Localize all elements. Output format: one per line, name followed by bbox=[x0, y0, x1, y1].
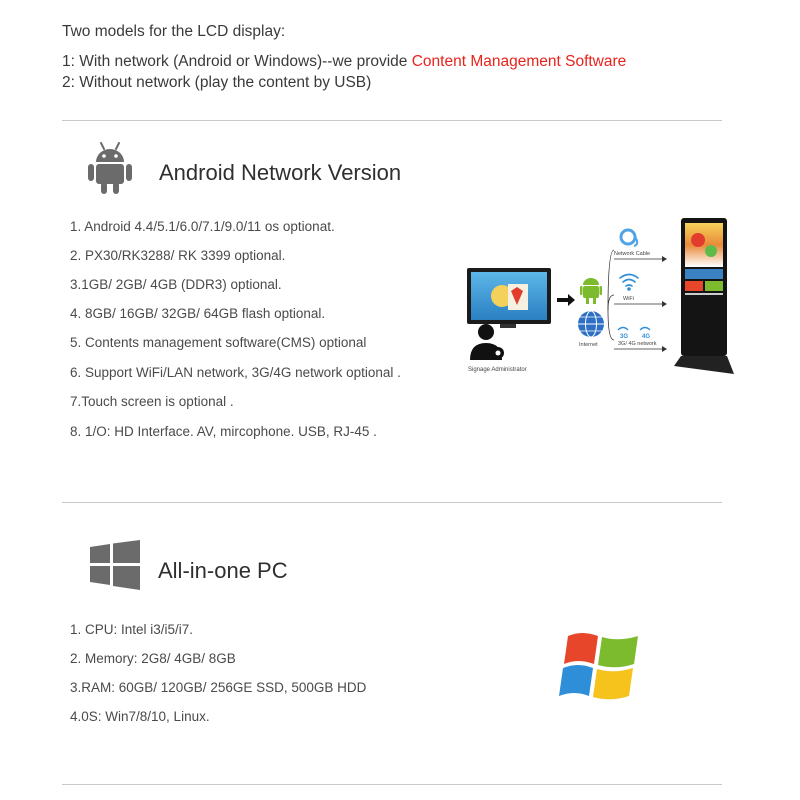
internet-label: Internet bbox=[579, 342, 598, 348]
windows-section-title: All-in-one PC bbox=[158, 558, 288, 583]
windows-spec-3: 3.RAM: 60GB/ 120GB/ 256GE SSD, 500GB HDD bbox=[70, 680, 367, 695]
cms-highlight: Content Management Software bbox=[411, 53, 627, 70]
cable-label: Network Cable bbox=[614, 251, 651, 257]
android-spec-4: 4. 8GB/ 16GB/ 32GB/ 64GB flash optional. bbox=[70, 306, 326, 321]
small-android-icon bbox=[580, 278, 602, 304]
intro-model-1 bbox=[62, 52, 626, 72]
android-spec-7: 7.Touch screen is optional . bbox=[70, 394, 234, 409]
divider-bottom bbox=[62, 784, 722, 785]
windows-logo-icon bbox=[90, 540, 140, 590]
divider-middle bbox=[62, 502, 722, 503]
standing-kiosk-icon bbox=[674, 218, 734, 374]
windows-spec-4: 4.0S: Win7/8/10, Linux. bbox=[70, 709, 210, 724]
android-spec-8: 8. 1/O: HD Interface. AV, mircophone. USB, RJ-45 . bbox=[70, 424, 377, 439]
android-spec-1: 1. Android 4.4/5.1/6.0/7.1/9.0/11 os optionat. bbox=[70, 219, 335, 234]
arrow-right-icon bbox=[557, 294, 575, 306]
mobile-label: 3G/ 4G network bbox=[618, 341, 657, 347]
windows-flag-logo-icon bbox=[558, 628, 646, 706]
divider-top bbox=[62, 120, 722, 121]
admin-label: Signage Administrator bbox=[468, 367, 527, 373]
badge-3g: 3G bbox=[620, 334, 629, 340]
intro-heading: Two models for the LCD display: bbox=[62, 23, 286, 40]
badge-4g: 4G bbox=[642, 334, 651, 340]
wifi-label: WiFi bbox=[623, 296, 634, 302]
wifi-icon bbox=[620, 275, 638, 291]
windows-spec-2: 2. Memory: 2G8/ 4GB/ 8GB bbox=[70, 651, 236, 666]
android-robot-icon bbox=[86, 140, 134, 196]
android-spec-6: 6. Support WiFi/LAN network, 3G/4G network optional . bbox=[70, 365, 401, 380]
intro-model-1-text: 1: With network (Android or Windows)--we provide bbox=[62, 53, 412, 70]
android-spec-5: 5. Contents management software(CMS) optional bbox=[70, 335, 367, 350]
windows-spec-1: 1. CPU: Intel i3/i5/i7. bbox=[70, 622, 194, 637]
network-diagram bbox=[462, 214, 742, 380]
intro-model-2: 2: Without network (play the content by USB) bbox=[62, 74, 372, 91]
intro-block bbox=[62, 22, 626, 93]
administrator-icon bbox=[470, 324, 504, 360]
admin-monitor-icon bbox=[467, 268, 551, 328]
android-section-title: Android Network Version bbox=[159, 160, 402, 185]
android-spec-3: 3.1GB/ 2GB/ 4GB (DDR3) optional. bbox=[70, 277, 282, 292]
android-spec-2: 2. PX30/RK3288/ RK 3399 optional. bbox=[70, 248, 286, 263]
internet-globe-icon bbox=[578, 311, 604, 337]
mobile-network-icon bbox=[618, 328, 650, 341]
network-cable-icon bbox=[621, 230, 637, 246]
